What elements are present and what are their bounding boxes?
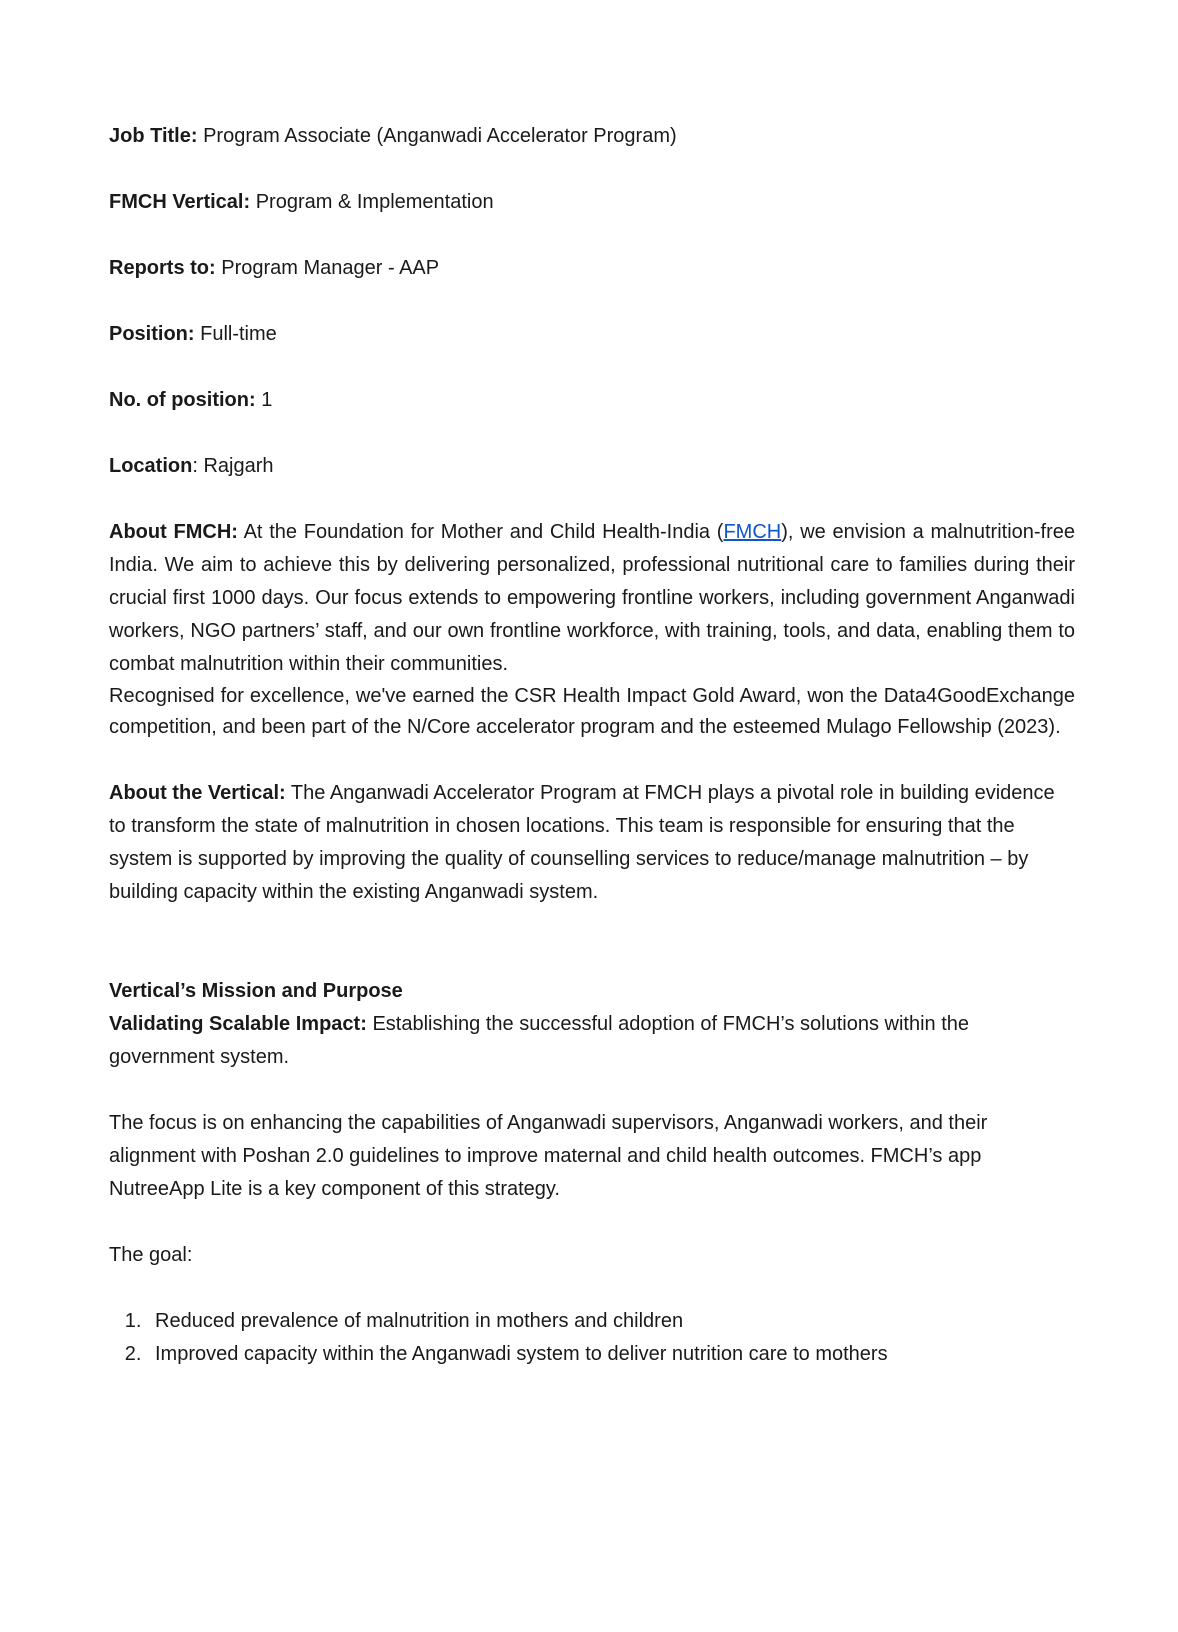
about-fmch-paragraph (109, 516, 1075, 681)
validating-impact-label: Validating Scalable Impact: (109, 1013, 367, 1035)
num-positions-label: No. of position: (109, 389, 256, 411)
vertical-label: FMCH Vertical: (109, 191, 251, 213)
recognition-paragraph: Recognised for excellence, we've earned the CSR Health Impact Gold Award, won the Data4GoodExchange competition, and been part of the N/Core accelerator program and the esteemed Mulago Fellowship (2023). (109, 685, 1075, 738)
spacer (109, 743, 1075, 777)
spacer (109, 1206, 1075, 1239)
num-positions-line (109, 384, 1075, 417)
num-positions-value: 1 (261, 389, 273, 411)
about-fmch-label: About FMCH: (109, 521, 238, 543)
focus-paragraph: The focus is on enhancing the capabilities of Anganwadi supervisors, Anganwadi workers, and their alignment with Poshan 2.0 guidelines to improve maternal and child health outcomes. FMCH’s app NutreeApp Lite is a key component of this strategy. (109, 1112, 988, 1200)
about-vertical-label: About the Vertical: (109, 782, 286, 804)
job-title-label: Job Title: (109, 125, 198, 147)
goal-item: 1. Reduced prevalence of malnutrition in mothers and children (147, 1305, 1075, 1338)
vertical-line (109, 186, 1075, 219)
location-label: Location (109, 455, 193, 477)
validating-impact-paragraph (109, 1008, 1075, 1074)
about-fmch-text-after-link: ), we envision a malnutrition-free India. We aim to achieve this by delivering personalized, professional nutritional care to families during their crucial first 1000 days. Our focus extends to empowering frontline workers, including government Anganwadi workers, NGO partners’ staff, and our own frontline workforce, with training, tools, and data, enabling them to combat malnutrition within their communities. (109, 521, 1076, 675)
position-line (109, 318, 1075, 351)
validating-impact-text: Establishing the successful adoption of FMCH’s solutions within the government system. (109, 1013, 970, 1068)
reports-to-line (109, 252, 1075, 285)
goal-item: 2. Improved capacity within the Anganwadi system to deliver nutrition care to mothers (147, 1338, 1075, 1371)
spacer (109, 1074, 1075, 1107)
document-content (109, 120, 1075, 1371)
position-label: Position: (109, 323, 195, 345)
reports-to-label: Reports to: (109, 257, 216, 279)
fmch-link[interactable]: FMCH (723, 521, 782, 543)
job-title-line (109, 120, 1075, 153)
about-vertical-text: The Anganwadi Accelerator Program at FMCH plays a pivotal role in building evidence to transform the state of malnutrition in chosen locations. This team is responsible for ensuring that the system is supported by improving the quality of counselling services to reduce/manage malnutrition – by building capacity within the existing Anganwadi system. (109, 782, 1055, 903)
goal-intro: The goal: (109, 1244, 193, 1266)
location-value: : Rajgarh (192, 455, 274, 477)
spacer (109, 909, 1075, 975)
location-line (109, 450, 1075, 483)
about-vertical-paragraph (109, 777, 1075, 909)
job-title-value: Program Associate (Anganwadi Accelerator Program) (203, 125, 677, 147)
reports-to-value: Program Manager - AAP (221, 257, 440, 279)
about-fmch-text-before-link: At the Foundation for Mother and Child Health-India ( (243, 521, 724, 543)
vertical-value: Program & Implementation (255, 191, 494, 213)
position-value: Full-time (200, 323, 277, 345)
goals-list (109, 1305, 1075, 1371)
mission-heading: Vertical’s Mission and Purpose (109, 980, 403, 1002)
